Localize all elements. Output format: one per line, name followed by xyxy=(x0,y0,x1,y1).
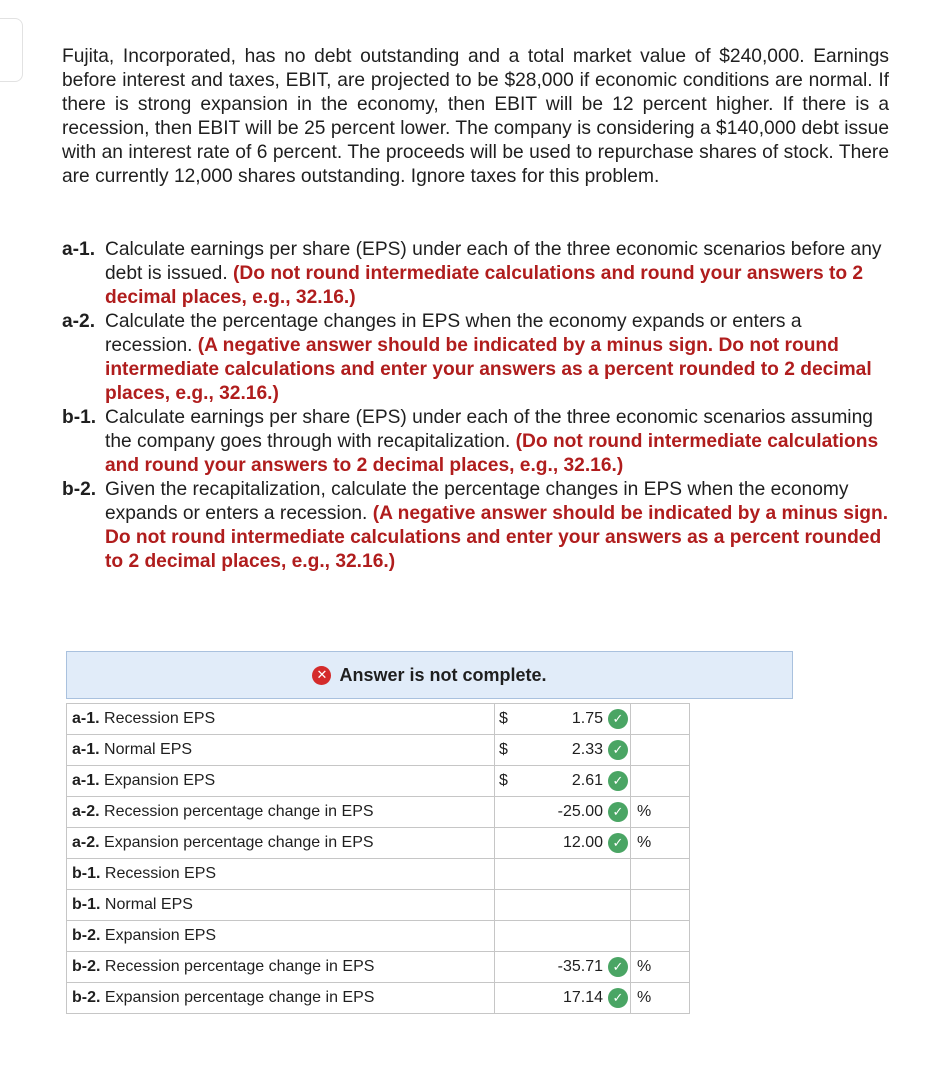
unit-cell: % xyxy=(631,983,690,1014)
part-label: b-1. xyxy=(62,407,97,428)
check-icon: ✓ xyxy=(608,740,628,760)
answer-input[interactable] xyxy=(519,704,631,735)
row-label xyxy=(67,735,495,766)
part-instruction: (A negative answer should be indicated by a minus sign. Do not round intermediate calculations and enter your answers as a percent rounded to 2 decimal places, e.g., 32.16.) xyxy=(105,503,889,572)
row-prefix: b-2. xyxy=(72,989,101,1006)
row-label-text: Expansion percentage change in EPS xyxy=(104,989,375,1006)
answer-input[interactable] xyxy=(519,766,631,797)
table-row xyxy=(67,797,690,828)
row-prefix: a-2. xyxy=(72,834,100,851)
row-label-text: Normal EPS xyxy=(104,896,193,913)
row-label-text: Expansion EPS xyxy=(104,772,216,789)
part-text: Calculate earnings per share (EPS) under each of the three economic scenarios before any debt is issued. xyxy=(105,239,882,284)
answer-input[interactable] xyxy=(495,921,631,952)
answer-input[interactable] xyxy=(495,828,631,859)
row-prefix: b-1. xyxy=(72,896,101,913)
part-b2 xyxy=(62,478,892,574)
row-label-text: Normal EPS xyxy=(104,741,193,758)
x-circle-icon: ✕ xyxy=(312,666,331,685)
part-text: Calculate the percentage changes in EPS when the economy expands or enters a recession. xyxy=(105,311,802,356)
answer-input[interactable] xyxy=(495,983,631,1014)
row-prefix: b-1. xyxy=(72,865,101,882)
row-prefix: a-1. xyxy=(72,772,100,789)
unit-cell xyxy=(631,735,690,766)
table-row xyxy=(67,890,690,921)
table-row xyxy=(67,828,690,859)
row-label-text: Recession EPS xyxy=(104,865,217,882)
table-row xyxy=(67,704,690,735)
table-row xyxy=(67,983,690,1014)
table-row xyxy=(67,859,690,890)
answer-value: -35.71 xyxy=(557,958,603,975)
answer-input[interactable] xyxy=(495,890,631,921)
answer-value: 1.75 xyxy=(571,710,603,727)
answer-value: -25.00 xyxy=(557,803,603,820)
check-icon: ✓ xyxy=(608,957,628,977)
answer-status-text: Answer is not complete. xyxy=(339,664,547,685)
part-instruction: (Do not round intermediate calculations and round your answers to 2 decimal places, e.g., 32.16.) xyxy=(105,431,879,476)
unit-cell xyxy=(631,766,690,797)
currency-symbol: $ xyxy=(495,704,520,735)
part-label: b-2. xyxy=(62,479,97,500)
table-row xyxy=(67,735,690,766)
currency-symbol: $ xyxy=(495,766,520,797)
row-prefix: a-2. xyxy=(72,803,100,820)
row-prefix: a-1. xyxy=(72,741,100,758)
answer-value: 17.14 xyxy=(562,989,603,1006)
row-label xyxy=(67,890,495,921)
row-label xyxy=(67,766,495,797)
row-label-text: Recession EPS xyxy=(104,710,216,727)
answer-value: 2.33 xyxy=(571,741,603,758)
check-icon: ✓ xyxy=(608,802,628,822)
check-icon: ✓ xyxy=(608,988,628,1008)
unit-cell xyxy=(631,890,690,921)
row-label-text: Expansion EPS xyxy=(104,927,217,944)
part-b1 xyxy=(62,406,892,478)
answer-status-banner xyxy=(66,651,793,699)
table-row xyxy=(67,921,690,952)
row-prefix: b-2. xyxy=(72,958,101,975)
row-prefix: b-2. xyxy=(72,927,101,944)
part-a1 xyxy=(62,238,892,310)
row-label-text: Recession percentage change in EPS xyxy=(104,958,375,975)
row-label-text: Expansion percentage change in EPS xyxy=(104,834,374,851)
unit-cell xyxy=(631,921,690,952)
row-label xyxy=(67,704,495,735)
part-a2 xyxy=(62,310,892,406)
unit-cell: % xyxy=(631,828,690,859)
row-label-text: Recession percentage change in EPS xyxy=(104,803,374,820)
unit-cell: % xyxy=(631,952,690,983)
answer-value: 12.00 xyxy=(562,834,603,851)
answer-value: 2.61 xyxy=(571,772,603,789)
row-label xyxy=(67,828,495,859)
row-prefix: a-1. xyxy=(72,710,100,727)
unit-cell: % xyxy=(631,797,690,828)
part-text: Given the recapitalization, calculate the percentage changes in EPS when the economy expands or enters a recession. xyxy=(105,479,849,524)
answer-table xyxy=(66,703,690,1014)
answer-input[interactable] xyxy=(495,797,631,828)
part-text: Calculate earnings per share (EPS) under each of the three economic scenarios assuming the company goes through with recapitalization. xyxy=(105,407,873,452)
part-instruction: (Do not round intermediate calculations and round your answers to 2 decimal places, e.g., 32.16.) xyxy=(105,263,864,308)
check-icon: ✓ xyxy=(608,771,628,791)
answer-input[interactable] xyxy=(519,735,631,766)
answer-input[interactable] xyxy=(495,859,631,890)
part-instruction: (A negative answer should be indicated by a minus sign. Do not round intermediate calculations and enter your answers as a percent rounded to 2 decimal places, e.g., 32.16.) xyxy=(105,335,872,404)
row-label xyxy=(67,983,495,1014)
question-parts xyxy=(62,238,892,574)
currency-symbol: $ xyxy=(495,735,520,766)
row-label xyxy=(67,859,495,890)
row-label xyxy=(67,952,495,983)
unit-cell xyxy=(631,704,690,735)
unit-cell xyxy=(631,859,690,890)
table-row xyxy=(67,766,690,797)
part-label: a-2. xyxy=(62,311,96,332)
check-icon: ✓ xyxy=(608,709,628,729)
problem-intro: Fujita, Incorporated, has no debt outstanding and a total market value of $240,000. Earnings before interest and taxes, EBIT, are projected to be $28,000 if economic conditions are normal. If there is strong expansion in the economy, then EBIT will be 12 percent higher. If there is a recession, then EBIT will be 25 percent lower. The company is considering a $140,000 debt issue with an interest rate of 6 percent. The proceeds will be used to repurchase shares of stock. There are currently 12,000 shares outstanding. Ignore taxes for this problem. xyxy=(62,46,889,187)
row-label xyxy=(67,921,495,952)
side-tab[interactable] xyxy=(0,18,23,82)
answer-input[interactable] xyxy=(495,952,631,983)
part-label: a-1. xyxy=(62,239,96,260)
table-row xyxy=(67,952,690,983)
row-label xyxy=(67,797,495,828)
check-icon: ✓ xyxy=(608,833,628,853)
